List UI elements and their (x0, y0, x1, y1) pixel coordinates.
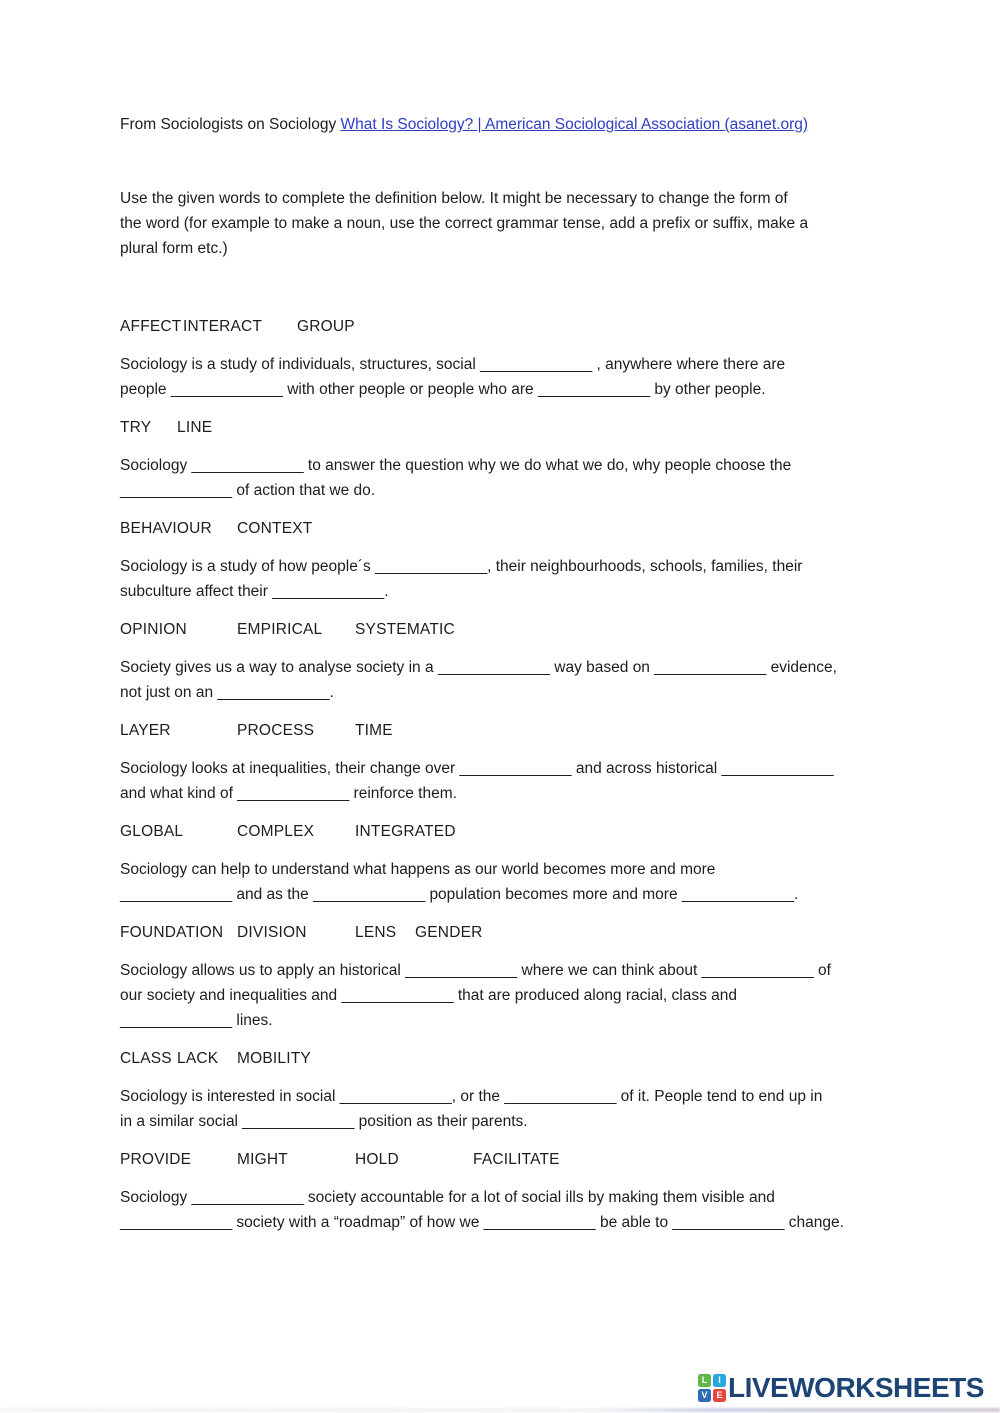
word-bank-item: MIGHT (237, 1151, 288, 1168)
source-attribution-text: From Sociologists on Sociology (120, 116, 341, 133)
word-bank-item: GROUP (297, 318, 355, 335)
sentence-line: Sociology _____________ society accountable for a lot of social ills by making them visible and (120, 1189, 775, 1206)
word-bank-item: GENDER (415, 924, 483, 941)
word-bank-item: COMPLEX (237, 823, 315, 840)
fill-in-sentence (120, 554, 910, 604)
fill-in-sentence (120, 1185, 910, 1235)
worksheet-section (120, 819, 910, 907)
sentence-line: Sociology is interested in social _____________, or the _____________ of it. People tend to end up in (120, 1088, 823, 1105)
sentence-line: _____________ of action that we do. (120, 482, 376, 499)
logo-tile-l: L (698, 1374, 711, 1387)
fill-in-sentence (120, 352, 910, 402)
word-bank-item: EMPIRICAL (237, 621, 323, 638)
word-bank (120, 516, 910, 541)
word-bank-item: FOUNDATION (120, 924, 224, 941)
word-bank-item: LACK (177, 1050, 219, 1067)
sentence-line: Sociology looks at inequalities, their change over _____________ and across historical _____________ (120, 760, 834, 777)
page-edge-artifact (0, 1408, 1000, 1412)
logo-tile-v: V (698, 1389, 711, 1402)
word-bank-item: TIME (355, 722, 393, 739)
worksheet-section (120, 920, 910, 1033)
word-bank-item: PROVIDE (120, 1151, 192, 1168)
source-attribution-line (120, 112, 910, 137)
sentence-line: and what kind of _____________ reinforce them. (120, 785, 457, 802)
fill-in-sentence (120, 1084, 910, 1134)
word-bank-item: MOBILITY (237, 1050, 311, 1067)
word-bank-item: INTERACT (183, 318, 263, 335)
word-bank-item: INTEGRATED (355, 823, 456, 840)
worksheet-sections (120, 314, 910, 1235)
word-bank-item: OPINION (120, 621, 187, 638)
sentence-line: our society and inequalities and _____________ that are produced along racial, class and (120, 987, 737, 1004)
word-bank-item: GLOBAL (120, 823, 184, 840)
sentence-line: _____________ lines. (120, 1012, 273, 1029)
word-bank-item: LAYER (120, 722, 171, 739)
liveworksheets-tiles-icon (698, 1374, 726, 1402)
worksheet-section (120, 1046, 910, 1134)
sentence-line: _____________ and as the _____________ population becomes more and more _____________. (120, 886, 799, 903)
worksheet-section (120, 415, 910, 503)
fill-in-sentence (120, 958, 910, 1033)
word-bank-item: LENS (355, 924, 397, 941)
instructions-line: the word (for example to make a noun, use the correct grammar tense, add a prefix or suffix, make a (120, 215, 809, 232)
sentence-line: Sociology can help to understand what happens as our world becomes more and more (120, 861, 716, 878)
sentence-line: Sociology allows us to apply an historical _____________ where we can think about _____________ of (120, 962, 831, 979)
logo-tile-e: E (713, 1389, 726, 1402)
instructions-paragraph (120, 186, 910, 261)
worksheet-page (120, 112, 910, 1248)
word-bank (120, 314, 910, 339)
sentence-line: in a similar social _____________ position as their parents. (120, 1113, 528, 1130)
sentence-line: _____________ society with a “roadmap” of how we _____________ be able to _____________ change. (120, 1214, 844, 1231)
word-bank (120, 1046, 910, 1071)
liveworksheets-logo[interactable] (698, 1373, 984, 1403)
sentence-line: Sociology _____________ to answer the question why we do what we do, why people choose the (120, 457, 792, 474)
word-bank-item: BEHAVIOUR (120, 520, 212, 537)
worksheet-section (120, 516, 910, 604)
sentence-line: Sociology is a study of how people´s _____________, their neighbourhoods, schools, families, their (120, 558, 803, 575)
word-bank (120, 415, 910, 440)
worksheet-section (120, 617, 910, 705)
word-bank-item: CONTEXT (237, 520, 313, 537)
word-bank (120, 718, 910, 743)
word-bank (120, 920, 910, 945)
word-bank (120, 819, 910, 844)
word-bank-item: SYSTEMATIC (355, 621, 455, 638)
sentence-line: subculture affect their _____________. (120, 583, 389, 600)
sentence-line: Sociology is a study of individuals, structures, social _____________ , anywhere where there are (120, 356, 786, 373)
word-bank (120, 1147, 910, 1172)
sentence-line: people _____________ with other people or people who are _____________ by other people. (120, 381, 766, 398)
fill-in-sentence (120, 857, 910, 907)
worksheet-section (120, 314, 910, 402)
fill-in-sentence (120, 655, 910, 705)
worksheet-section (120, 718, 910, 806)
word-bank-item: LINE (177, 419, 213, 436)
word-bank-item: FACILITATE (473, 1151, 560, 1168)
word-bank (120, 617, 910, 642)
word-bank-item: DIVISION (237, 924, 307, 941)
liveworksheets-wordmark: LIVEWORKSHEETS (728, 1372, 984, 1403)
word-bank-item: TRY (120, 419, 152, 436)
instructions-line: plural form etc.) (120, 240, 228, 257)
word-bank-item: PROCESS (237, 722, 315, 739)
sentence-line: Society gives us a way to analyse society in a _____________ way based on _____________ evidence, (120, 659, 837, 676)
worksheet-section (120, 1147, 910, 1235)
word-bank-item: AFFECT (120, 318, 182, 335)
source-hyperlink[interactable]: What Is Sociology? | American Sociological Association (asanet.org) (340, 116, 809, 133)
word-bank-item: HOLD (355, 1151, 399, 1168)
sentence-line: not just on an _____________. (120, 684, 334, 701)
logo-tile-i: I (713, 1374, 726, 1387)
fill-in-sentence (120, 756, 910, 806)
word-bank-item: CLASS (120, 1050, 172, 1067)
fill-in-sentence (120, 453, 910, 503)
instructions-line: Use the given words to complete the definition below. It might be necessary to change the form of (120, 190, 788, 207)
